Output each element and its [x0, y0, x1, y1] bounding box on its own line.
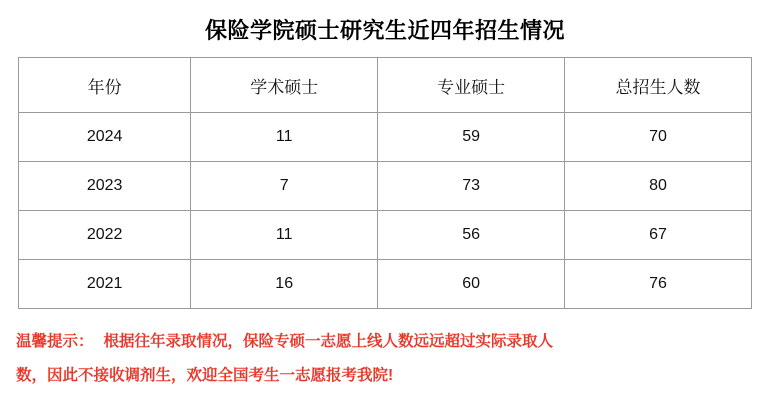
- page-title: 保险学院硕士研究生近四年招生情况: [204, 18, 565, 43]
- cell-professional-master: 73: [378, 162, 565, 211]
- table-row: [19, 113, 752, 162]
- cell-total: 80: [565, 162, 752, 211]
- table-header-row: [19, 58, 752, 113]
- table-row: [19, 162, 752, 211]
- table-body: [19, 113, 752, 309]
- cell-academic-master: 11: [191, 113, 378, 162]
- table-row: [19, 211, 752, 260]
- cell-professional-master: 56: [378, 211, 565, 260]
- notice-line-1: [16, 325, 754, 359]
- notice-line-2: 数，因此不接收调剂生，欢迎全国考生一志愿报考我院!: [16, 367, 394, 384]
- cell-total: 67: [565, 211, 752, 260]
- table-row: [19, 260, 752, 309]
- cell-year: 2022: [19, 211, 191, 260]
- admissions-table: [18, 57, 752, 309]
- cell-year: 2023: [19, 162, 191, 211]
- cell-year: 2024: [19, 113, 191, 162]
- cell-total: 76: [565, 260, 752, 309]
- notice-text-1: 根据往年录取情况，保险专硕一志愿上线人数远远超过实际录取人: [103, 333, 554, 350]
- notice-block: [0, 309, 770, 393]
- cell-academic-master: 16: [191, 260, 378, 309]
- column-header-total: 总招生人数: [565, 58, 752, 113]
- cell-academic-master: 7: [191, 162, 378, 211]
- admissions-table-container: [0, 57, 770, 309]
- cell-academic-master: 11: [191, 211, 378, 260]
- notice-lead-label: 温馨提示：: [16, 333, 94, 350]
- cell-professional-master: 59: [378, 113, 565, 162]
- table-header: [19, 58, 752, 113]
- cell-professional-master: 60: [378, 260, 565, 309]
- column-header-academic-master: 学术硕士: [191, 58, 378, 113]
- column-header-year: 年份: [19, 58, 191, 113]
- column-header-professional-master: 专业硕士: [378, 58, 565, 113]
- cell-year: 2021: [19, 260, 191, 309]
- cell-total: 70: [565, 113, 752, 162]
